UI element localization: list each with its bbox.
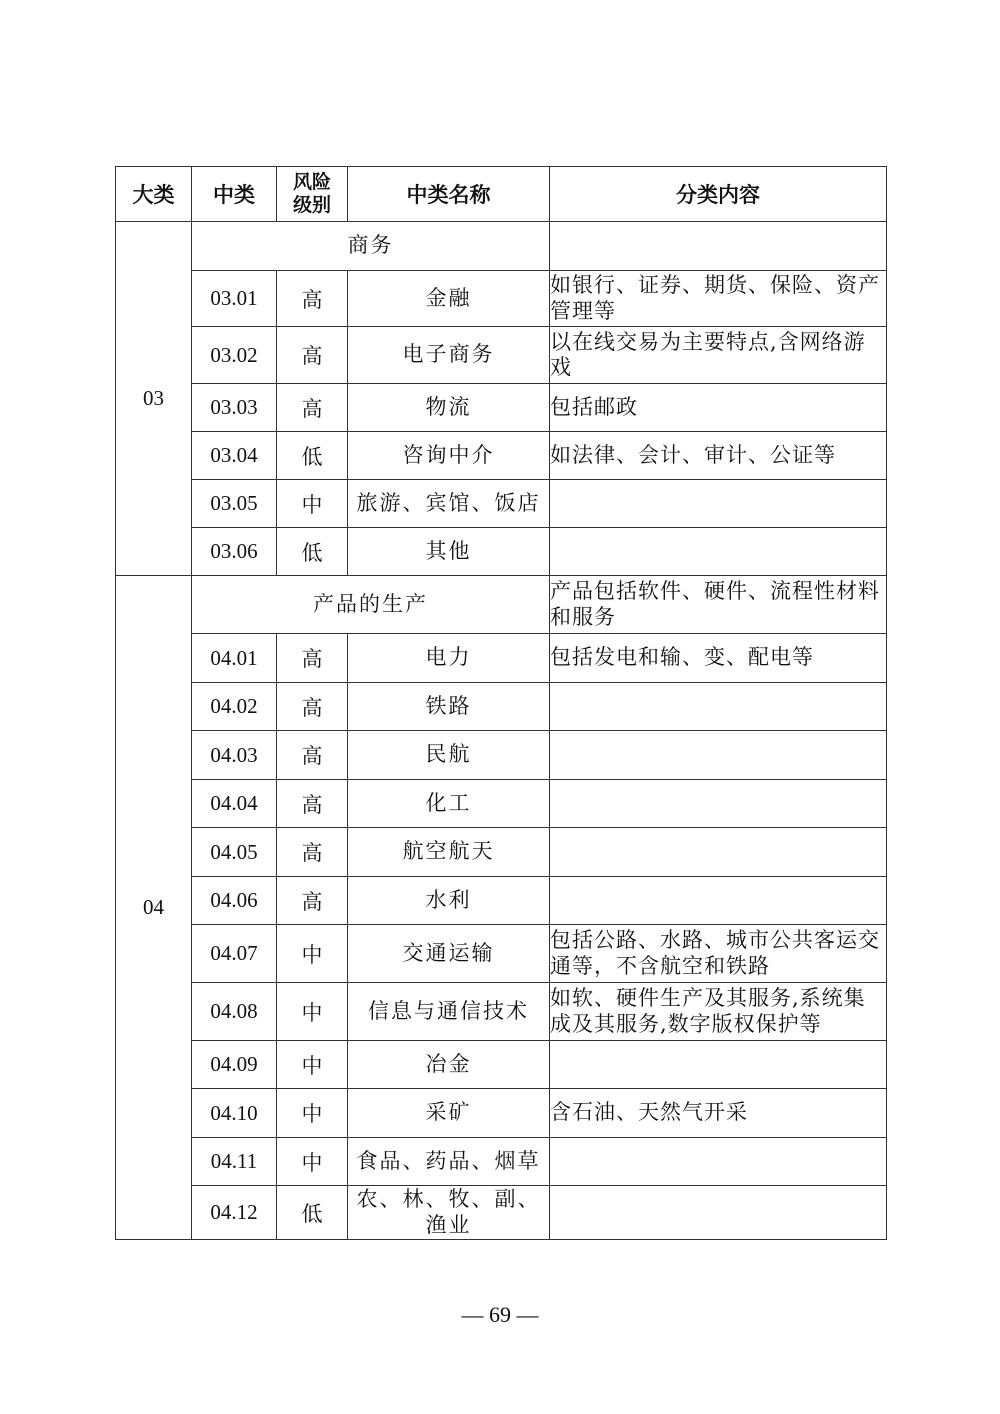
category-content — [550, 877, 887, 925]
table-row — [116, 1138, 887, 1186]
header-row — [116, 167, 887, 222]
table-row — [116, 384, 887, 432]
category-name: 冶金 — [348, 1041, 550, 1089]
risk-level: 高 — [277, 271, 348, 327]
table-row — [116, 327, 887, 384]
header-risk-line1: 风险 — [292, 171, 331, 194]
header-content: 分类内容 — [550, 167, 887, 222]
major-code: 03 — [116, 222, 192, 576]
middle-code: 04.10 — [192, 1089, 277, 1138]
risk-level: 高 — [277, 877, 348, 925]
header-major: 大类 — [116, 167, 192, 222]
table-row — [116, 683, 887, 731]
category-name: 铁路 — [348, 683, 550, 731]
group-title: 商务 — [192, 222, 550, 271]
risk-level: 高 — [277, 384, 348, 432]
table-row — [116, 1186, 887, 1240]
header-risk-level — [277, 167, 348, 222]
middle-code: 04.07 — [192, 925, 277, 983]
risk-level: 高 — [277, 327, 348, 384]
middle-code: 03.01 — [192, 271, 277, 327]
major-code: 04 — [116, 576, 192, 1240]
category-name: 电子商务 — [348, 327, 550, 384]
category-name: 水利 — [348, 877, 550, 925]
category-name: 物流 — [348, 384, 550, 432]
category-name: 农、林、牧、副、渔业 — [348, 1186, 550, 1240]
category-name: 民航 — [348, 731, 550, 780]
category-name: 交通运输 — [348, 925, 550, 983]
risk-level: 高 — [277, 828, 348, 877]
risk-level: 低 — [277, 432, 348, 480]
category-name: 咨询中介 — [348, 432, 550, 480]
middle-code: 04.03 — [192, 731, 277, 780]
middle-code: 04.08 — [192, 983, 277, 1041]
category-content: 以在线交易为主要特点,含网络游戏 — [550, 327, 887, 384]
category-name: 信息与通信技术 — [348, 983, 550, 1041]
category-content — [550, 828, 887, 877]
page-number: — 69 — — [461, 1302, 539, 1327]
header-risk-line2: 级别 — [292, 194, 331, 216]
category-content — [550, 480, 887, 528]
middle-code: 03.04 — [192, 432, 277, 480]
header-name: 中类名称 — [348, 167, 550, 222]
risk-level: 低 — [277, 528, 348, 576]
middle-code: 04.04 — [192, 780, 277, 828]
middle-code: 04.01 — [192, 634, 277, 683]
middle-code: 03.03 — [192, 384, 277, 432]
table-row — [116, 731, 887, 780]
risk-level: 中 — [277, 983, 348, 1041]
category-content: 包括邮政 — [550, 384, 887, 432]
category-name: 旅游、宾馆、饭店 — [348, 480, 550, 528]
risk-level: 低 — [277, 1186, 348, 1240]
category-name: 电力 — [348, 634, 550, 683]
category-content — [550, 1186, 887, 1240]
category-content — [550, 731, 887, 780]
category-content — [550, 528, 887, 576]
category-content: 如法律、会计、审计、公证等 — [550, 432, 887, 480]
middle-code: 03.02 — [192, 327, 277, 384]
table-row — [116, 1041, 887, 1089]
table-row — [116, 432, 887, 480]
table-row — [116, 828, 887, 877]
group-title-content — [550, 222, 887, 271]
category-name: 其他 — [348, 528, 550, 576]
category-content: 含石油、天然气开采 — [550, 1089, 887, 1138]
table-row — [116, 1089, 887, 1138]
category-content: 如软、硬件生产及其服务,系统集成及其服务,数字版权保护等 — [550, 983, 887, 1041]
table-row — [116, 877, 887, 925]
risk-level: 高 — [277, 731, 348, 780]
risk-level: 中 — [277, 1089, 348, 1138]
category-content — [550, 780, 887, 828]
category-name: 化工 — [348, 780, 550, 828]
table-row — [116, 983, 887, 1041]
category-content: 包括发电和输、变、配电等 — [550, 634, 887, 683]
risk-level: 高 — [277, 780, 348, 828]
table-row — [116, 634, 887, 683]
middle-code: 04.06 — [192, 877, 277, 925]
category-name: 金融 — [348, 271, 550, 327]
risk-level: 中 — [277, 925, 348, 983]
risk-level: 中 — [277, 1138, 348, 1186]
category-name: 采矿 — [348, 1089, 550, 1138]
middle-code: 04.02 — [192, 683, 277, 731]
group-title-row — [116, 222, 887, 271]
middle-code: 04.11 — [192, 1138, 277, 1186]
risk-level: 高 — [277, 683, 348, 731]
category-content — [550, 683, 887, 731]
category-content: 如银行、证券、期货、保险、资产管理等 — [550, 271, 887, 327]
classification-table — [115, 166, 887, 1240]
table-row — [116, 780, 887, 828]
middle-code: 03.05 — [192, 480, 277, 528]
middle-code: 03.06 — [192, 528, 277, 576]
table-row — [116, 528, 887, 576]
group-title: 产品的生产 — [192, 576, 550, 634]
middle-code: 04.12 — [192, 1186, 277, 1240]
table-row — [116, 271, 887, 327]
risk-level: 中 — [277, 1041, 348, 1089]
category-name: 航空航天 — [348, 828, 550, 877]
middle-code: 04.09 — [192, 1041, 277, 1089]
category-content — [550, 1138, 887, 1186]
category-content: 包括公路、水路、城市公共客运交通等，不含航空和铁路 — [550, 925, 887, 983]
group-title-content: 产品包括软件、硬件、流程性材料和服务 — [550, 576, 887, 634]
table-row — [116, 480, 887, 528]
risk-level: 高 — [277, 634, 348, 683]
risk-level: 中 — [277, 480, 348, 528]
table-row — [116, 925, 887, 983]
header-middle: 中类 — [192, 167, 277, 222]
middle-code: 04.05 — [192, 828, 277, 877]
category-content — [550, 1041, 887, 1089]
group-title-row — [116, 576, 887, 634]
category-name: 食品、药品、烟草 — [348, 1138, 550, 1186]
